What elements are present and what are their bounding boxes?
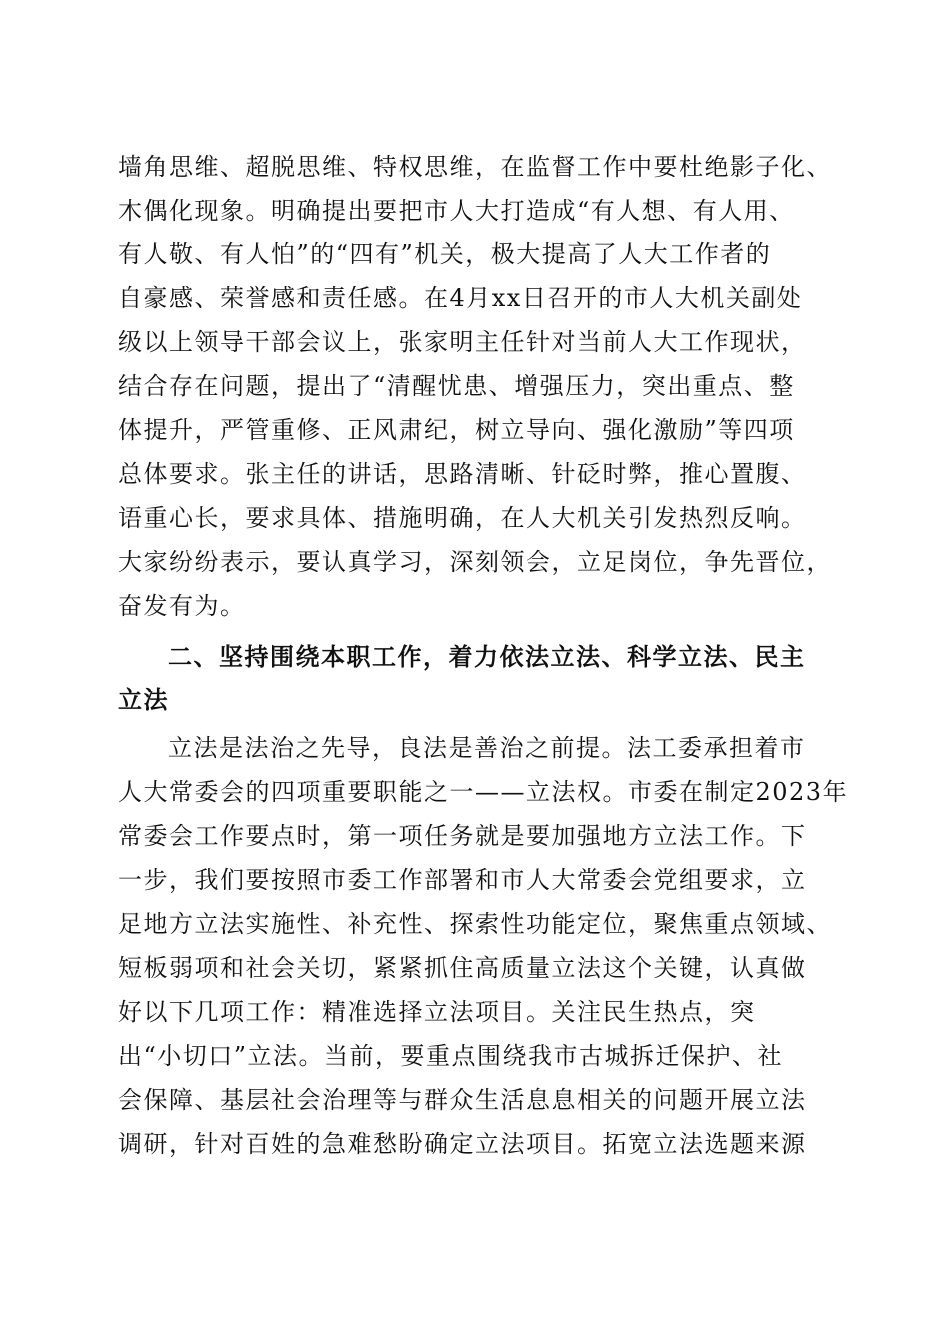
paragraph-2-line: 出“小切口”立法。当前，要重点围绕我市古城拆迁保护、社 <box>118 1042 784 1070</box>
paragraph-1-line: 奋发有为。 <box>118 592 246 620</box>
paragraph-1-line: 木偶化现象。明确提出要把市人大打造成“有人想、有人用、 <box>118 197 795 225</box>
section-heading: 二、坚持围绕本职工作，着力依法立法、科学立法、民主 <box>168 643 806 671</box>
paragraph-2-line: 调研，针对百姓的急难愁盼确定立法项目。拓宽立法选题来源 <box>118 1130 807 1158</box>
paragraph-1-line: 有人敬、有人怕”的“四有”机关，极大提高了人大工作者的 <box>118 240 772 268</box>
paragraph-1-line: 总体要求。张主任的讲话，思路清晰、针砭时弊，推心置腹、 <box>118 460 807 488</box>
paragraph-1-line: 级以上领导干部会议上，张家明主任针对当前人大工作现状， <box>118 328 807 356</box>
paragraph-2-line: 人大常委会的四项重要职能之一——立法权。市委在制定2023年 <box>118 778 849 806</box>
paragraph-2-line: 足地方立法实施性、补充性、探索性功能定位，聚焦重点领域、 <box>118 910 832 938</box>
section-heading: 立法 <box>118 686 169 714</box>
paragraph-2-line: 短板弱项和社会关切，紧紧抓住高质量立法这个关键，认真做 <box>118 954 807 982</box>
paragraph-1-line: 自豪感、荣誉感和责任感。在4月xx日召开的市人大机关副处 <box>118 284 803 312</box>
paragraph-1-line: 结合存在问题，提出了“清醒忧患、增强压力，突出重点、整 <box>118 372 795 400</box>
paragraph-1-line: 墙角思维、超脱思维、特权思维，在监督工作中要杜绝影子化、 <box>118 153 832 181</box>
paragraph-2-line: 常委会工作要点时，第一项任务就是要加强地方立法工作。下 <box>118 822 807 850</box>
paragraph-2-line: 一步，我们要按照市委工作部署和市人大常委会党组要求，立 <box>118 866 807 894</box>
paragraph-2-line: 立法是法治之先导，良法是善治之前提。法工委承担着市 <box>168 734 806 762</box>
paragraph-2-line: 会保障、基层社会治理等与群众生活息息相关的问题开展立法 <box>118 1086 807 1114</box>
paragraph-1-line: 体提升，严管重修、正风肃纪，树立导向、强化激励”等四项 <box>118 416 795 444</box>
paragraph-1-line: 语重心长，要求具体、措施明确，在人大机关引发热烈反响。 <box>118 504 807 532</box>
paragraph-1-line: 大家纷纷表示，要认真学习，深刻领会，立足岗位，争先晋位， <box>118 548 832 576</box>
paragraph-2-line: 好以下几项工作：精准选择立法项目。关注民生热点，突 <box>118 998 756 1026</box>
